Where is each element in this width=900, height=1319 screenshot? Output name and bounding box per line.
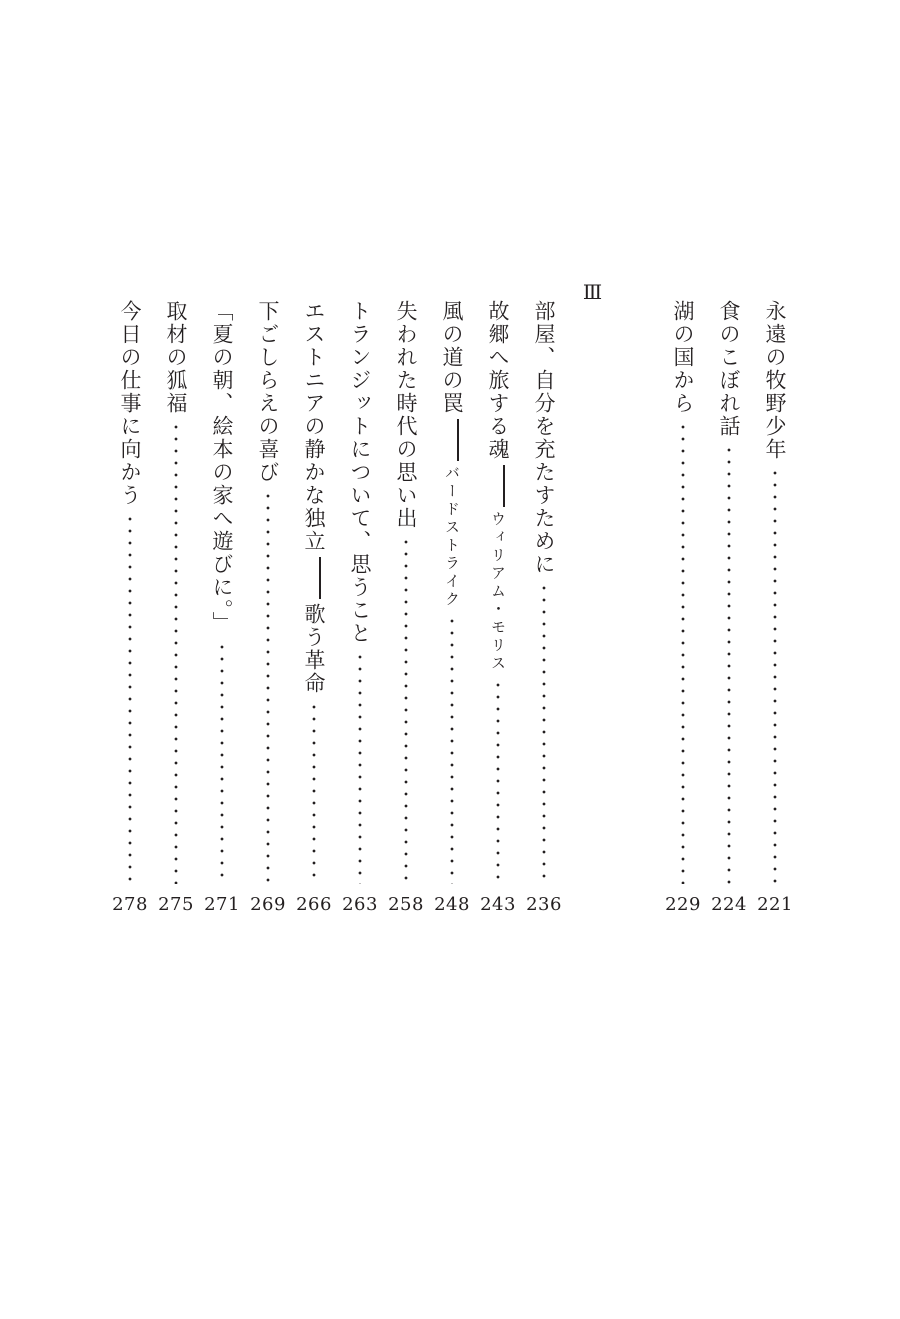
- toc-entry[interactable]: [254, 300, 282, 884]
- entry-title-main: 風の道の罠: [440, 300, 464, 415]
- section-mark: Ⅲ: [582, 280, 602, 304]
- entry-title: [300, 300, 328, 695]
- toc-entry[interactable]: [530, 300, 558, 884]
- em-dash: [457, 419, 459, 461]
- entry-title: [715, 300, 743, 438]
- toc-entry[interactable]: [300, 300, 328, 884]
- entry-title-main: トランジットについて、思うこと: [348, 300, 372, 645]
- entry-title: [208, 300, 236, 635]
- entry-page-number: 275: [158, 894, 194, 915]
- em-dash: [503, 465, 505, 507]
- entry-title-main: 永遠の牧野少年: [763, 300, 787, 461]
- toc-entry[interactable]: [162, 300, 190, 884]
- entry-subtitle: バードストライク: [443, 465, 461, 609]
- entry-title: [530, 300, 558, 576]
- dot-leader: [542, 582, 546, 884]
- entry-title: [162, 300, 190, 415]
- entry-page-number: 269: [250, 894, 286, 915]
- entry-title: [438, 300, 466, 609]
- entry-page-number: 236: [526, 894, 562, 915]
- dot-leader: [681, 421, 685, 884]
- entry-subtitle: 歌う革命: [302, 603, 326, 695]
- toc-entry[interactable]: [484, 300, 512, 884]
- toc-entry[interactable]: [761, 300, 789, 884]
- entry-title-main: 「夏の朝、絵本の家へ遊びに。」: [210, 300, 234, 635]
- entry-title-main: 失われた時代の思い出: [394, 300, 418, 530]
- toc-entry[interactable]: [392, 300, 420, 884]
- entry-page-number: 229: [665, 894, 701, 915]
- entry-page-number: 243: [480, 894, 516, 915]
- entry-title: [484, 300, 512, 673]
- dot-leader: [404, 536, 408, 884]
- toc-entry[interactable]: [669, 300, 697, 884]
- dot-leader: [358, 651, 362, 884]
- entry-page-number: 271: [204, 894, 240, 915]
- dot-leader: [773, 467, 777, 884]
- entry-title: [116, 300, 144, 507]
- entry-title-main: 湖の国から: [671, 300, 695, 415]
- toc-entry[interactable]: [208, 300, 236, 884]
- entry-page-number: 278: [112, 894, 148, 915]
- entry-title: [761, 300, 789, 461]
- toc-entry[interactable]: [715, 300, 743, 884]
- toc-entry[interactable]: [346, 300, 374, 884]
- entry-title-main: 故郷へ旅する魂: [486, 300, 510, 461]
- dot-leader: [450, 615, 454, 884]
- dot-leader: [220, 641, 224, 885]
- entry-page-number: 221: [757, 894, 793, 915]
- entry-title-main: 食のこぼれ話: [717, 300, 741, 438]
- toc-entry[interactable]: [438, 300, 466, 884]
- entry-page-number: 224: [711, 894, 747, 915]
- dot-leader: [727, 444, 731, 884]
- em-dash: [319, 557, 321, 599]
- entry-title: [346, 300, 374, 645]
- entry-title: [254, 300, 282, 484]
- entry-title-main: 取材の狐福: [164, 300, 188, 415]
- dot-leader: [496, 679, 500, 884]
- entry-title: [669, 300, 697, 415]
- dot-leader: [174, 421, 178, 884]
- entry-page-number: 263: [342, 894, 378, 915]
- entry-page-number: 266: [296, 894, 332, 915]
- entry-title-main: 部屋、自分を充たすために: [532, 300, 556, 576]
- entry-page-number: 248: [434, 894, 470, 915]
- entry-subtitle: ウィリアム・モリス: [489, 511, 507, 673]
- dot-leader: [266, 490, 270, 884]
- dot-leader: [128, 513, 132, 884]
- entry-title-main: エストニアの静かな独立: [302, 300, 326, 553]
- entry-title-main: 下ごしらえの喜び: [256, 300, 280, 484]
- entry-title: [392, 300, 420, 530]
- dot-leader: [312, 701, 316, 884]
- toc-entry[interactable]: [116, 300, 144, 884]
- entry-title-main: 今日の仕事に向かう: [118, 300, 142, 507]
- entry-page-number: 258: [388, 894, 424, 915]
